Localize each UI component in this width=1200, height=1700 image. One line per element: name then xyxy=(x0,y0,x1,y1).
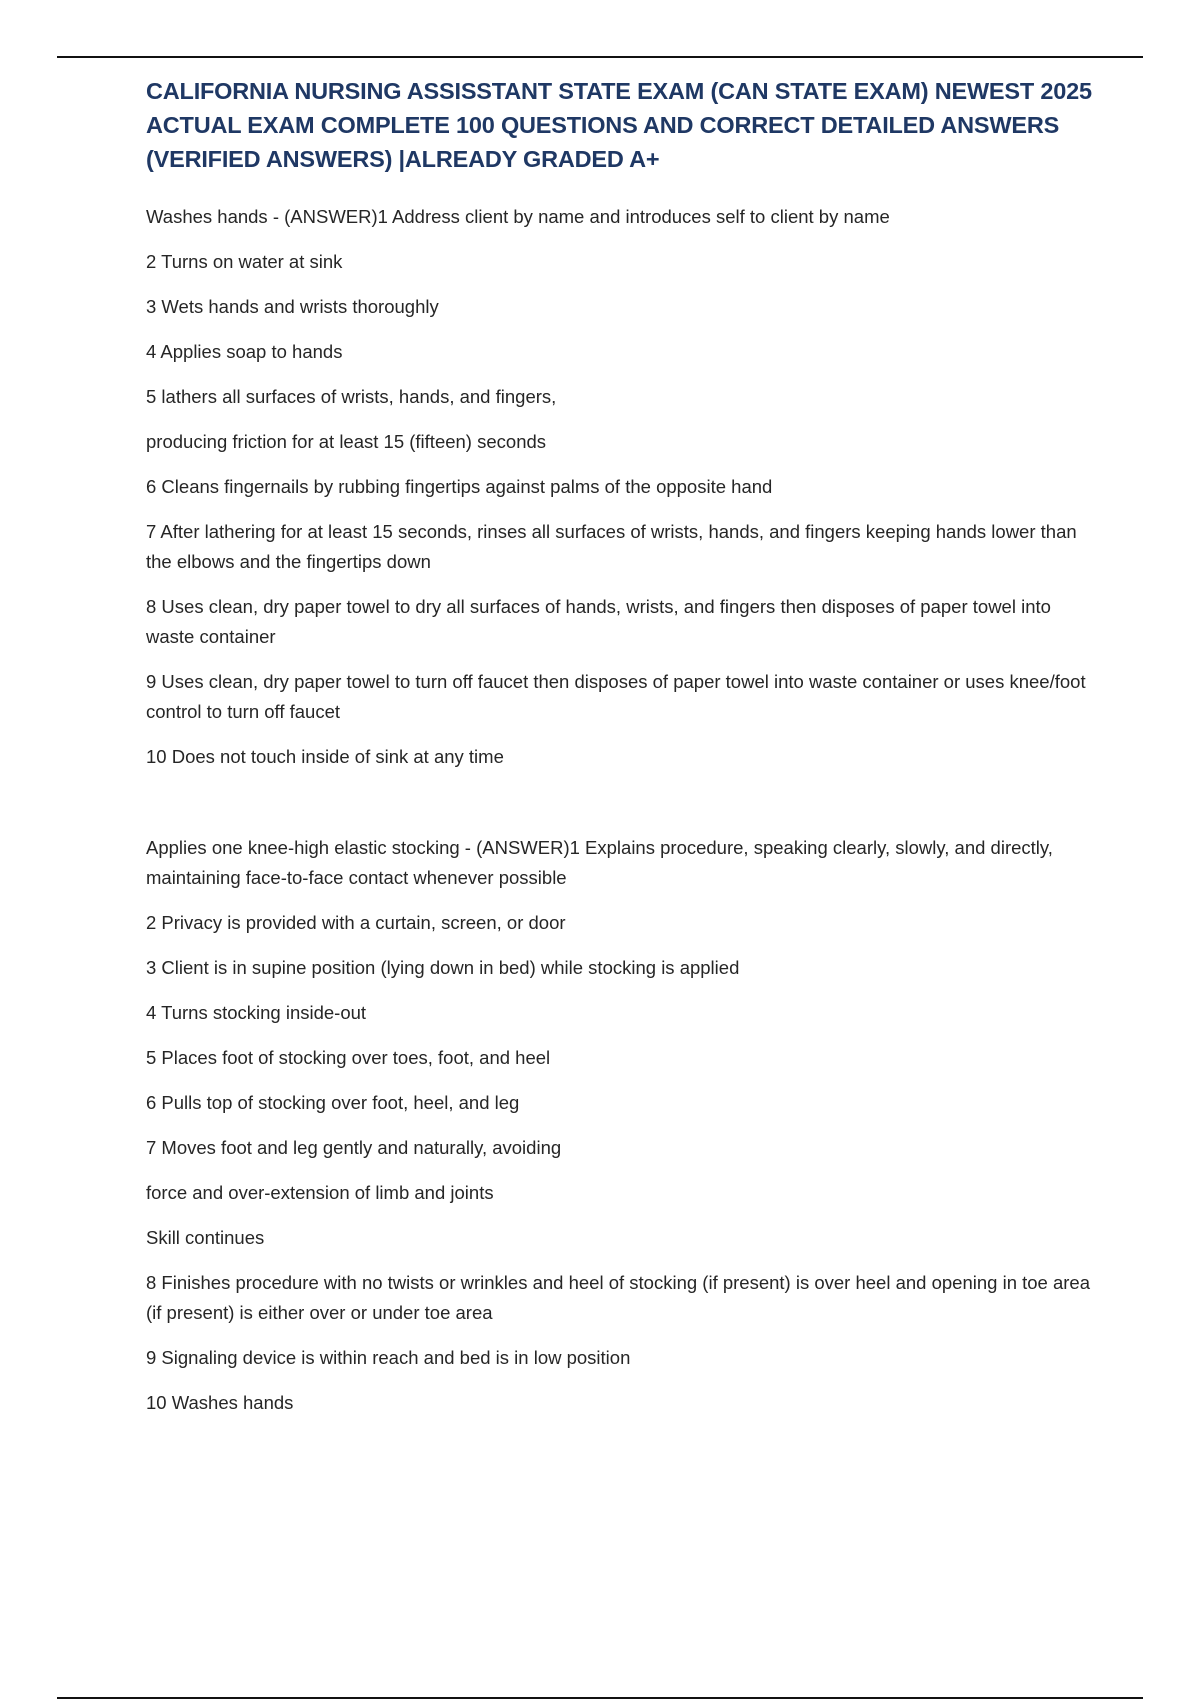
stocking-step: 9 Signaling device is within reach and bed is in low position xyxy=(146,1347,631,1368)
stocking-step: 4 Turns stocking inside-out xyxy=(146,1002,367,1023)
stocking-step: 2 Privacy is provided with a curtain, screen, or door xyxy=(146,912,566,933)
hand-washing-step: 6 Cleans fingernails by rubbing fingertips against palms of the opposite hand xyxy=(146,476,773,497)
hand-washing-step: 2 Turns on water at sink xyxy=(146,251,343,272)
hand-washing-step: producing friction for at least 15 (fifteen) seconds xyxy=(146,431,547,452)
stocking-step: 8 Finishes procedure with no twists or wrinkles and heel of stocking (if present) is over heel and opening in toe area (if present) is either over or under toe area xyxy=(146,1272,1091,1323)
stocking-step: force and over-extension of limb and joints xyxy=(146,1182,494,1203)
bottom-divider xyxy=(57,1697,1143,1699)
hand-washing-section xyxy=(146,202,1096,772)
hand-washing-step: 10 Does not touch inside of sink at any time xyxy=(146,746,504,767)
stocking-step: 3 Client is in supine position (lying down in bed) while stocking is applied xyxy=(146,957,740,978)
document-title: CALIFORNIA NURSING ASSISSTANT STATE EXAM (CAN STATE EXAM) NEWEST 2025 ACTUAL EXAM COMPLETE 100 QUESTIONS AND CORRECT DETAILED ANSWERS (VERIFIED ANSWERS) |ALREADY GRADED A+ xyxy=(146,78,1092,172)
hand-washing-step: 8 Uses clean, dry paper towel to dry all surfaces of hands, wrists, and fingers then disposes of paper towel into waste container xyxy=(146,596,1051,647)
stocking-step: Skill continues xyxy=(146,1227,265,1248)
stocking-step: 10 Washes hands xyxy=(146,1392,294,1413)
hand-washing-step: 9 Uses clean, dry paper towel to turn off faucet then disposes of paper towel into waste container or uses knee/foot control to turn off faucet xyxy=(146,671,1086,722)
stocking-step: Applies one knee-high elastic stocking - (ANSWER)1 Explains procedure, speaking clearly, slowly, and directly, maintaining face-to-face contact whenever possible xyxy=(146,837,1053,888)
hand-washing-step: Washes hands - (ANSWER)1 Address client by name and introduces self to client by name xyxy=(146,206,890,227)
stocking-step: 6 Pulls top of stocking over foot, heel, and leg xyxy=(146,1092,520,1113)
section-spacer xyxy=(146,787,1096,833)
hand-washing-step: 7 After lathering for at least 15 seconds, rinses all surfaces of wrists, hands, and fingers keeping hands lower than the elbows and the fingertips down xyxy=(146,521,1077,572)
elastic-stocking-section xyxy=(146,833,1096,1418)
hand-washing-step: 5 lathers all surfaces of wrists, hands, and fingers, xyxy=(146,386,557,407)
stocking-step: 7 Moves foot and leg gently and naturally, avoiding xyxy=(146,1137,562,1158)
top-divider xyxy=(57,56,1143,58)
hand-washing-step: 3 Wets hands and wrists thoroughly xyxy=(146,296,439,317)
hand-washing-step: 4 Applies soap to hands xyxy=(146,341,343,362)
document-body xyxy=(146,74,1096,1433)
stocking-step: 5 Places foot of stocking over toes, foot, and heel xyxy=(146,1047,551,1068)
